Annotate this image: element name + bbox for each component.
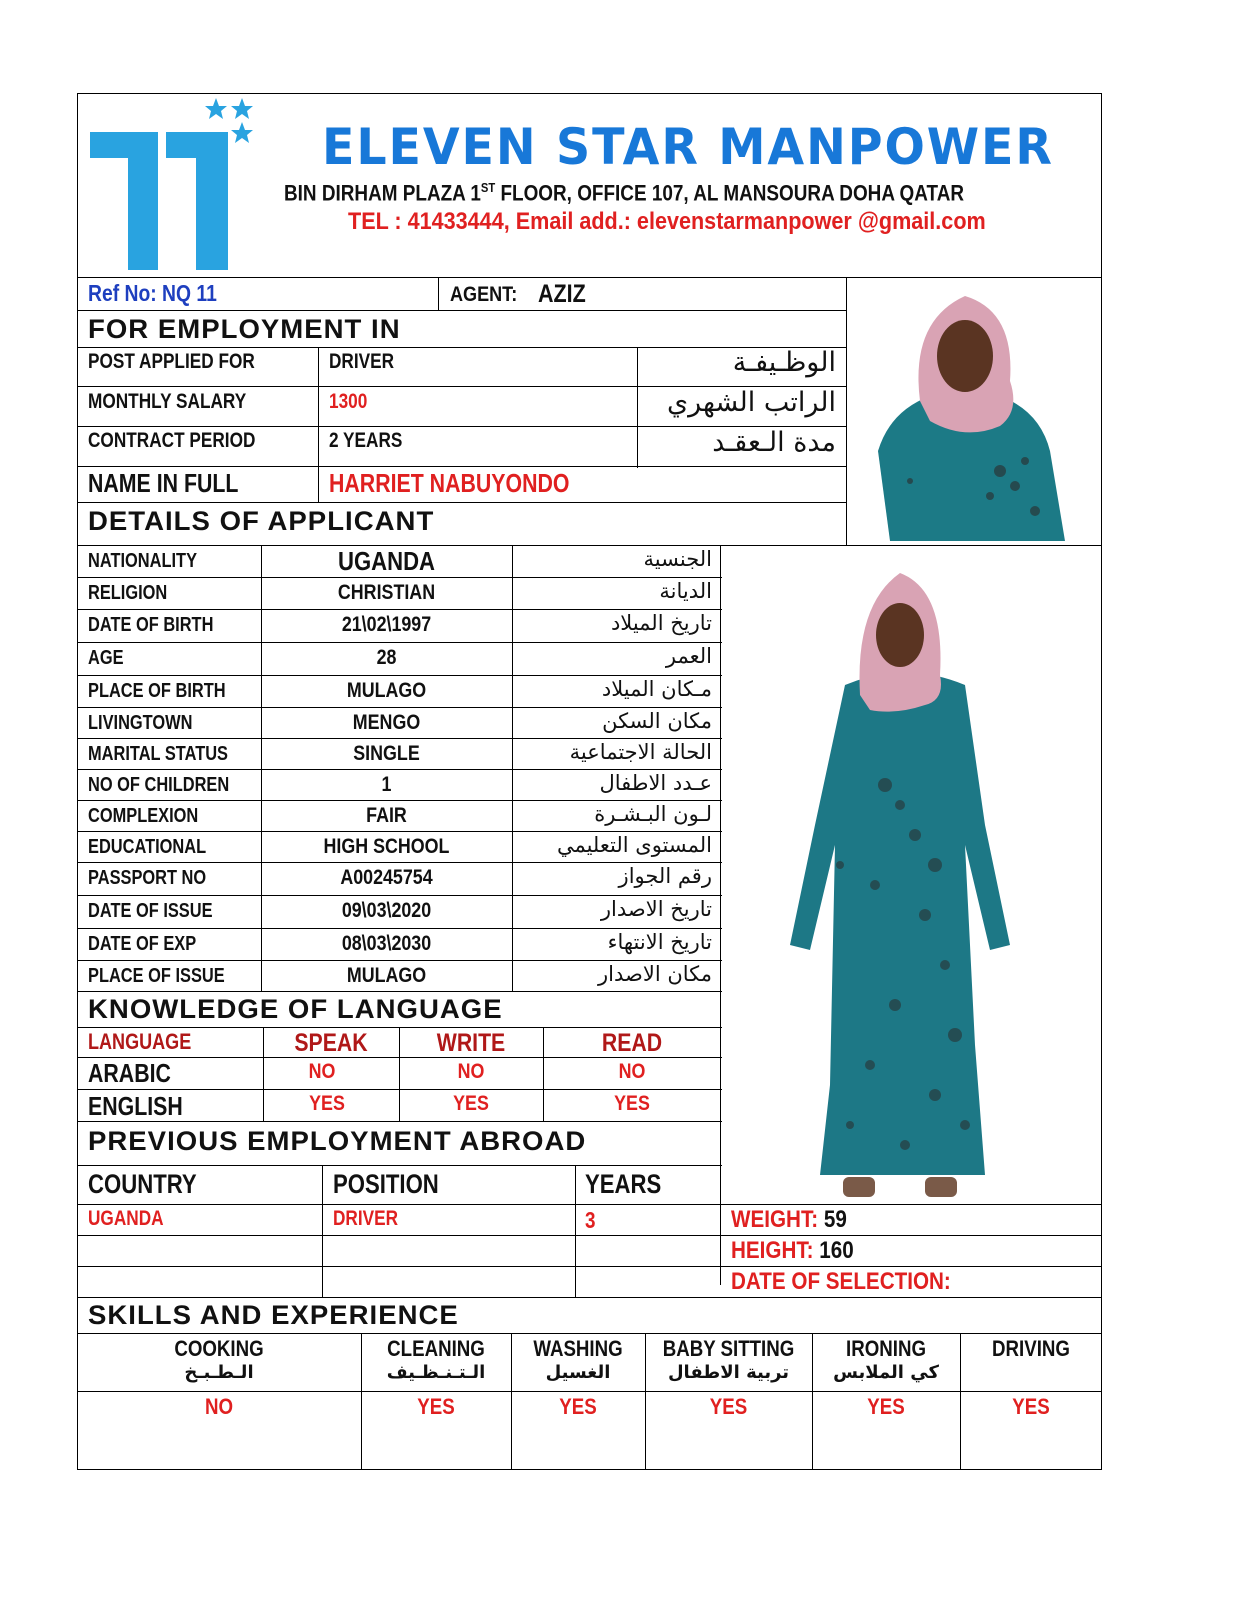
detail-label: COMPLEXION [88,805,199,827]
employment-arabic: الراتب الشهري [666,387,836,418]
skill-name: CLEANING [387,1336,485,1361]
company-contact: TEL : 41433444, Email add.: elevenstarmanpower @gmail.com [348,208,986,235]
detail-label: MARITAL STATUS [88,743,229,765]
skill-name: IRONING [845,1336,927,1361]
row-divider [77,675,722,676]
full-body-photo [775,565,1025,1203]
row-divider [77,862,722,863]
detail-value: 28 [376,646,397,669]
skill-value: YES [559,1394,597,1419]
logo-graphic [88,98,268,278]
skill-arabic: تربية الاطفال [667,1362,790,1383]
detail-arabic: الديانة [659,579,712,603]
height-field [731,1237,854,1265]
address-sup: ST [480,180,496,195]
employment-label: POST APPLIED FOR [88,350,255,373]
row-divider [77,577,722,578]
skill-name: DRIVING [992,1336,1070,1361]
detail-label: NATIONALITY [88,550,198,572]
company-address [284,180,964,206]
employment-value: DRIVER [329,350,395,373]
detail-arabic: تاريخ الاصدار [600,897,712,921]
previous-section-title: PREVIOUS EMPLOYMENT ABROAD [88,1126,587,1156]
detail-arabic: الجنسية [643,547,712,571]
detail-value: 1 [381,773,392,796]
skill-arabic: الـطـبـخ [184,1362,254,1383]
company-logo [88,98,268,278]
detail-value: 08\03\2030 [341,932,432,955]
detail-label: PLACE OF ISSUE [88,965,225,987]
previous-country: UGANDA [88,1207,164,1230]
agent-value: AZIZ [538,280,586,308]
detail-value: A00245754 [340,866,433,889]
language-speak: NO [308,1060,336,1083]
detail-label: LIVINGTOWN [88,712,193,734]
detail-label: PASSPORT NO [88,867,207,889]
company-name: ELEVEN STAR MANPOWER [322,118,1054,176]
detail-label: AGE [88,647,124,669]
employment-arabic: الوظـيفـة [732,347,836,378]
height-label: HEIGHT: [731,1237,814,1264]
language-write: YES [453,1092,489,1115]
language-header: SPEAK [294,1029,368,1057]
previous-header: YEARS [585,1169,662,1199]
address-part: BIN DIRHAM PLAZA 1 [284,180,481,206]
row-divider [77,609,722,610]
row-divider [77,928,722,929]
detail-arabic: المستوى التعليمي [556,833,712,857]
ref-number: Ref No: NQ 11 [88,280,217,306]
skills-section-title: SKILLS AND EXPERIENCE [88,1300,459,1330]
detail-value: MULAGO [346,964,427,987]
name-value: HARRIET NABUYONDO [329,468,570,498]
skill-value: YES [1012,1394,1050,1419]
address-part: FLOOR, OFFICE 107, AL MANSOURA DOHA QATAR [495,180,965,206]
previous-years: 3 [585,1207,596,1233]
language-header: READ [601,1029,663,1057]
detail-arabic: رقم الجواز [618,864,712,888]
detail-arabic: مـكان الميلاد [601,677,712,701]
detail-arabic: العمر [665,644,712,668]
row-divider [77,831,722,832]
row-divider [77,707,722,708]
detail-value: 09\03\2020 [341,899,432,922]
detail-label: DATE OF BIRTH [88,614,214,636]
skill-name: BABY SITTING [662,1336,795,1361]
detail-value: CHRISTIAN [337,581,436,604]
language-section-title: KNOWLEDGE OF LANGUAGE [88,994,503,1024]
skill-arabic: الغسيل [545,1362,611,1383]
portrait-photo [850,281,1078,541]
row-divider [77,960,722,961]
star-icon [231,98,253,119]
employment-label: CONTRACT PERIOD [88,429,256,452]
employment-section-title: FOR EMPLOYMENT IN [88,314,401,344]
language-read: NO [618,1060,646,1083]
name-label: NAME IN FULL [88,468,239,498]
detail-label: NO OF CHILDREN [88,774,230,796]
row-divider [77,800,722,801]
language-header: WRITE [436,1029,506,1057]
weight-field [731,1206,847,1234]
detail-label: PLACE OF BIRTH [88,680,226,702]
detail-arabic: تاريخ الانتهاء [607,930,712,954]
employment-value: 1300 [329,390,368,413]
skill-value: NO [204,1394,234,1419]
detail-value: MULAGO [346,679,427,702]
weight-label: WEIGHT: [731,1206,819,1233]
language-write: NO [457,1060,485,1083]
language-header: LANGUAGE [88,1029,192,1054]
detail-value: 21\02\1997 [341,613,432,636]
star-icon [205,98,227,119]
details-section-title: DETAILS OF APPLICANT [88,506,435,536]
detail-value: FAIR [366,804,407,827]
detail-value: SINGLE [353,742,420,765]
previous-header: POSITION [333,1169,439,1199]
detail-label: EDUCATIONAL [88,836,207,858]
employment-value: 2 YEARS [329,429,403,452]
employment-label: MONTHLY SALARY [88,390,247,413]
language-read: YES [614,1092,650,1115]
row-divider [77,642,722,643]
detail-value: UGANDA [337,546,435,576]
language-name: ARABIC [88,1058,171,1088]
agent-label: AGENT: [450,283,518,306]
detail-label: RELIGION [88,582,168,604]
language-name: ENGLISH [88,1091,183,1121]
skill-value: YES [417,1394,455,1419]
detail-arabic: مكان السكن [602,709,712,733]
employment-arabic: مدة الـعقـد [712,427,836,458]
skill-value: YES [867,1394,905,1419]
star-icon [231,122,253,143]
row-divider [77,738,722,739]
language-speak: YES [309,1092,345,1115]
skill-name: WASHING [533,1336,623,1361]
row-divider [77,895,722,896]
selection-date-label: DATE OF SELECTION: [731,1268,951,1295]
skill-arabic: الـتـنـظـيف [386,1362,486,1383]
detail-arabic: عـدد الاطفال [599,771,712,795]
previous-position: DRIVER [333,1207,399,1230]
skill-arabic: كي الملابس [833,1362,939,1383]
height-value: 160 [819,1237,854,1264]
previous-header: COUNTRY [88,1169,197,1199]
detail-arabic: الحالة الاجتماعية [569,740,712,764]
detail-label: DATE OF ISSUE [88,900,213,922]
skill-value: YES [709,1394,748,1419]
skill-name: COOKING [174,1336,264,1361]
detail-value: MENGO [352,711,421,734]
detail-value: HIGH SCHOOL [323,835,450,858]
detail-arabic: تاريخ الميلاد [610,611,712,635]
detail-label: DATE OF EXP [88,933,197,955]
row-divider [77,769,722,770]
weight-value: 59 [823,1206,847,1233]
detail-arabic: مكان الاصدار [598,962,712,986]
detail-arabic: لـون البـشـرة [594,802,712,826]
